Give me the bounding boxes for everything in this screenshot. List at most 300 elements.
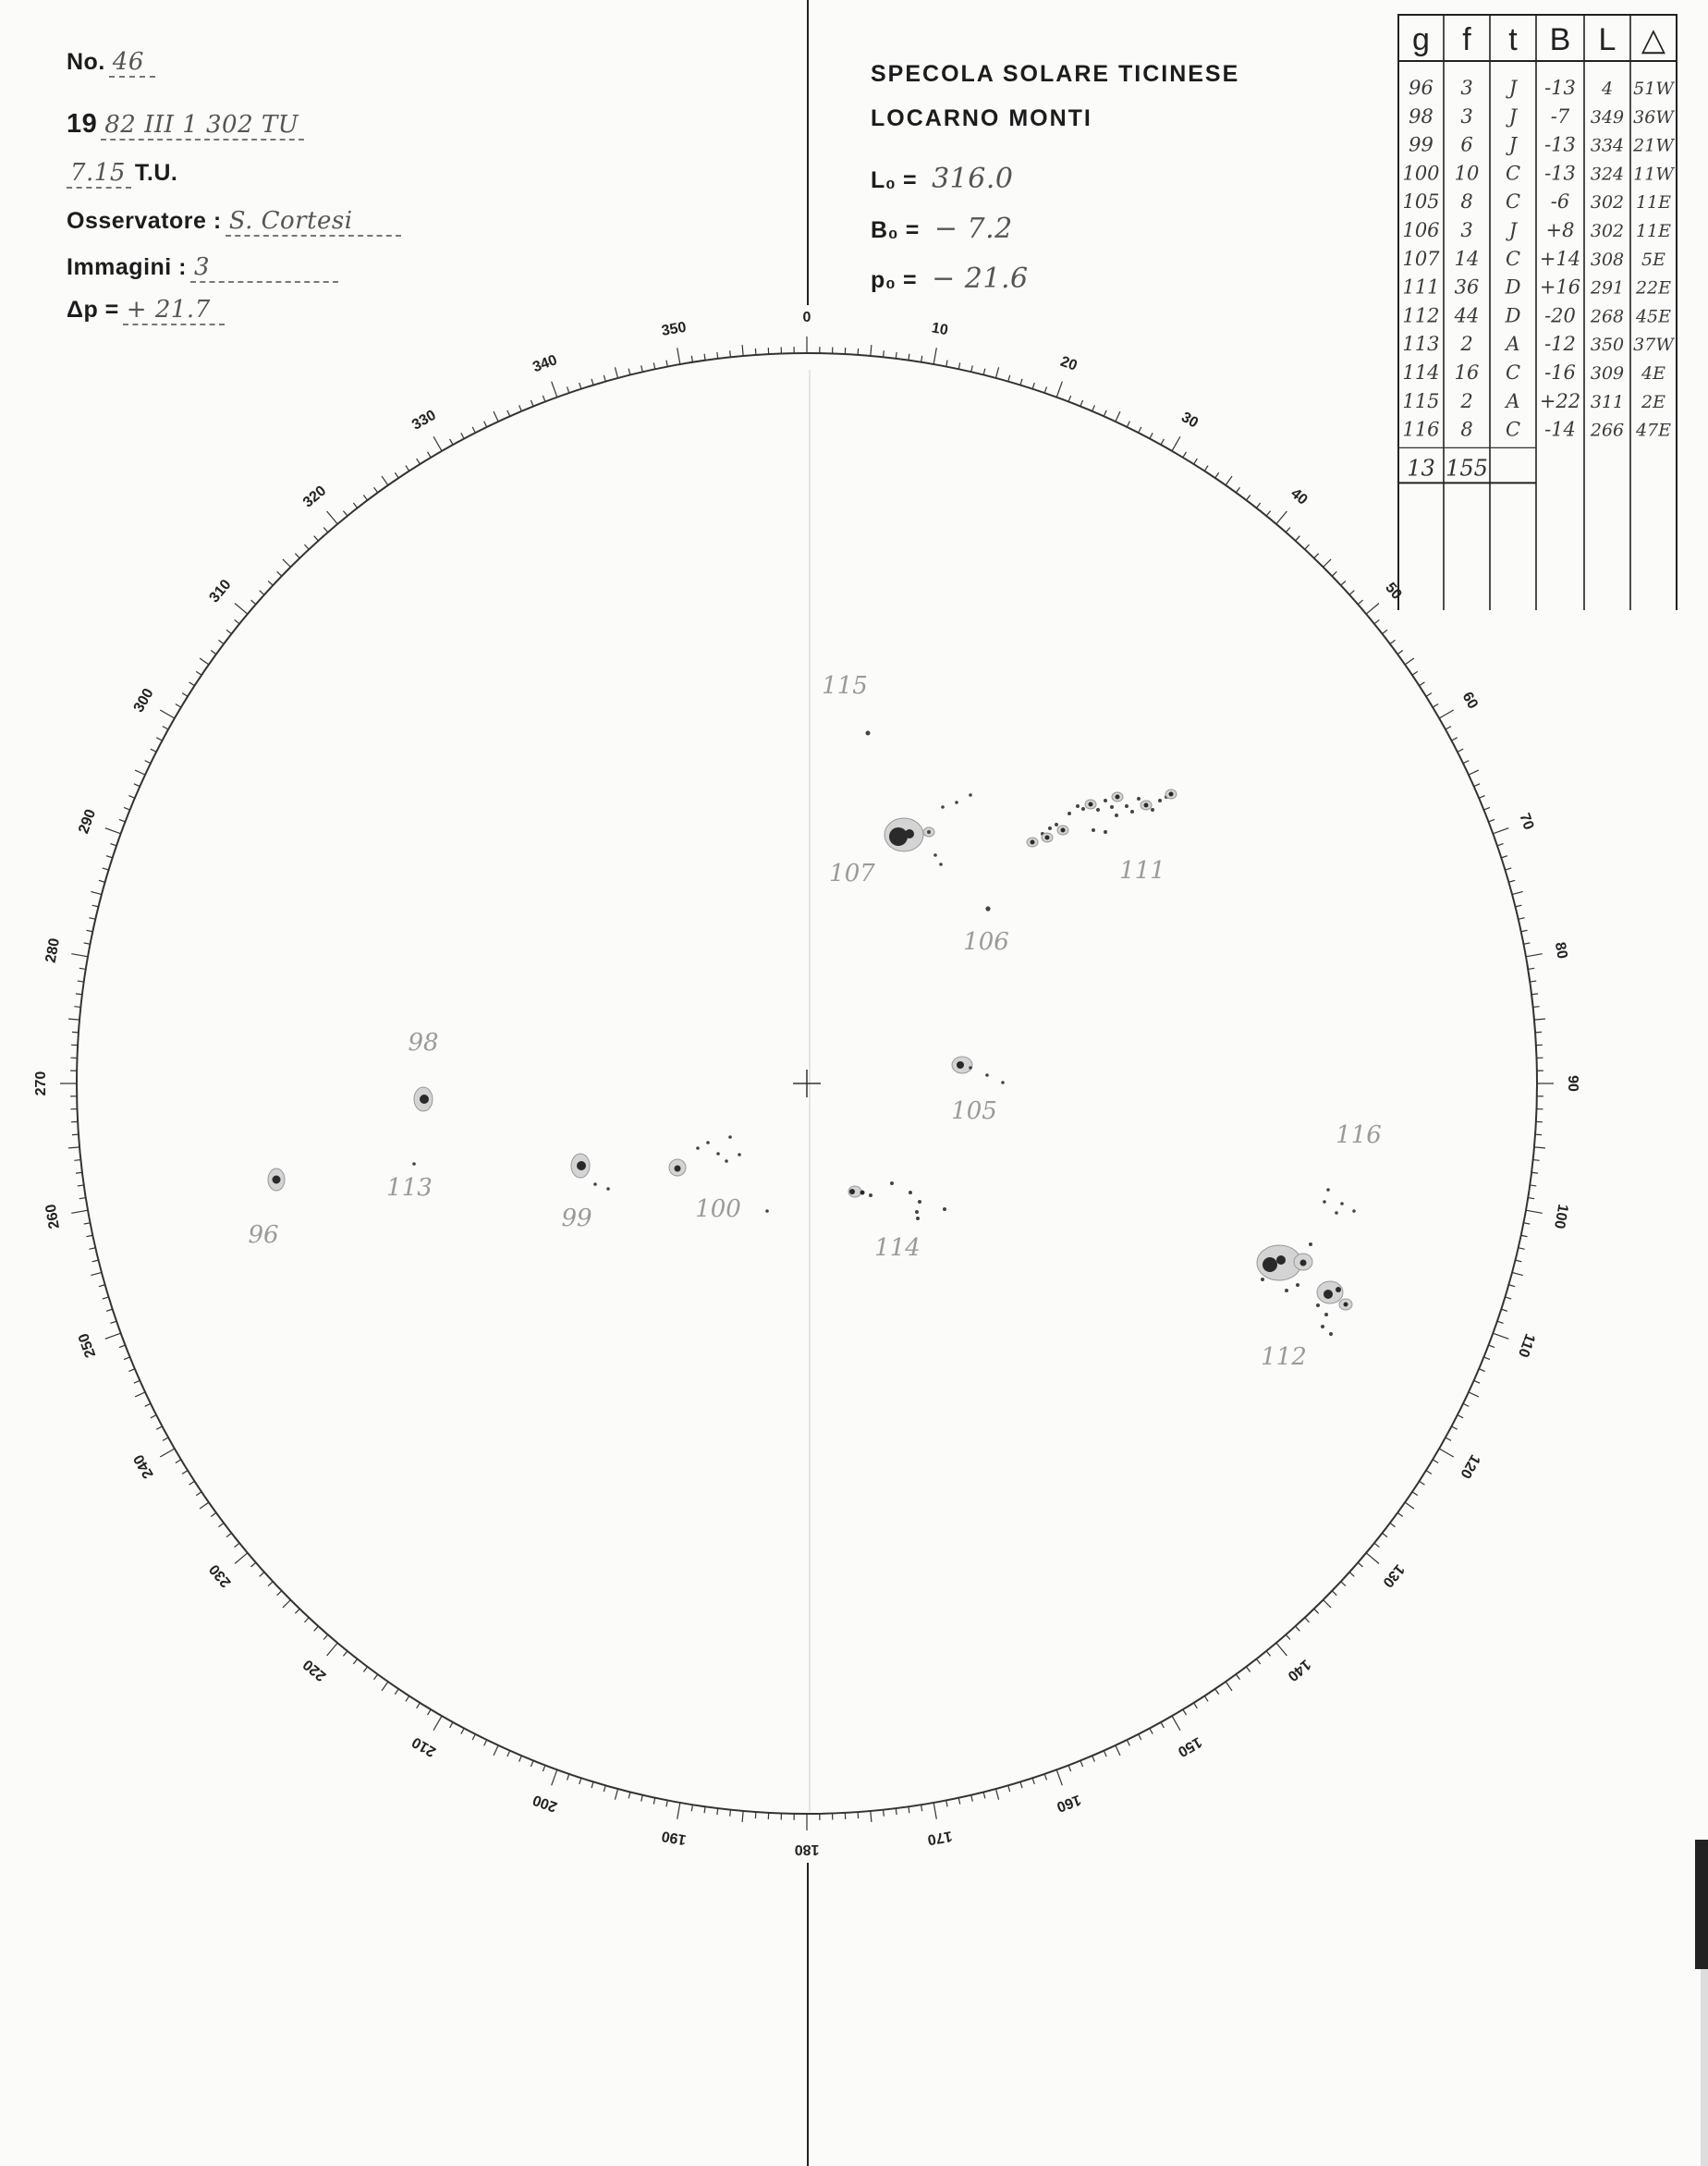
degree-tick xyxy=(1505,868,1511,870)
table-header-0: g xyxy=(1412,22,1430,57)
pore xyxy=(1340,1202,1344,1205)
degree-tick xyxy=(200,658,209,665)
degree-tick xyxy=(235,604,248,615)
umbra xyxy=(1300,1260,1307,1267)
table-cell: 309 xyxy=(1590,363,1625,384)
degree-tick xyxy=(1341,581,1346,585)
degree-label: 340 xyxy=(531,352,560,376)
degree-tick xyxy=(921,1805,922,1811)
degree-tick xyxy=(260,591,264,595)
degree-tick xyxy=(1366,604,1379,615)
table-cell: 308 xyxy=(1590,249,1625,270)
degree-tick xyxy=(1519,1248,1525,1250)
degree-tick xyxy=(160,1449,175,1457)
degree-tick xyxy=(531,1760,533,1766)
degree-tick xyxy=(1256,1659,1260,1665)
umbra xyxy=(860,1191,865,1195)
degree-tick xyxy=(119,819,126,822)
table-header-1: f xyxy=(1462,22,1471,57)
degree-tick xyxy=(89,918,95,920)
degree-tick xyxy=(235,619,239,623)
table-cell: 291 xyxy=(1590,277,1625,299)
degree-tick xyxy=(428,452,432,458)
pore xyxy=(1151,808,1154,812)
degree-tick xyxy=(730,350,731,357)
pore xyxy=(1323,1200,1326,1204)
degree-tick xyxy=(99,1285,105,1287)
degree-label: 130 xyxy=(1379,1560,1408,1591)
degree-tick xyxy=(218,1523,224,1526)
pore xyxy=(1104,830,1107,834)
table-cell: -14 xyxy=(1544,418,1576,441)
degree-tick xyxy=(1276,511,1287,524)
time-unit: T.U. xyxy=(134,160,178,186)
pore xyxy=(728,1135,732,1139)
degree-tick xyxy=(507,1751,510,1756)
degree-tick xyxy=(79,1198,86,1199)
degree-tick xyxy=(1314,554,1319,558)
degree-tick xyxy=(1439,1449,1454,1457)
degree-label: 60 xyxy=(1458,689,1482,712)
degree-tick xyxy=(1458,1415,1463,1418)
delta-p-label: Δp = xyxy=(67,297,119,323)
degree-tick xyxy=(742,1811,743,1822)
degree-tick xyxy=(382,476,388,485)
degree-tick xyxy=(1276,1643,1287,1656)
degree-tick xyxy=(105,828,121,834)
degree-label: 10 xyxy=(930,320,950,339)
degree-tick xyxy=(124,807,129,810)
degree-tick xyxy=(343,1651,347,1656)
table-cell: 112 xyxy=(1402,304,1440,327)
degree-tick xyxy=(1194,459,1198,464)
degree-tick xyxy=(552,382,557,398)
degree-tick xyxy=(1483,1357,1489,1360)
degree-tick xyxy=(1534,1147,1545,1148)
degree-tick xyxy=(484,1740,487,1745)
table-cell: 99 xyxy=(1409,133,1434,156)
degree-tick xyxy=(433,436,442,451)
degree-tick xyxy=(1104,1751,1106,1756)
degree-tick xyxy=(604,375,605,382)
degree-tick xyxy=(283,559,290,567)
l0-value: 316.0 xyxy=(932,163,1014,195)
pore xyxy=(1335,1211,1338,1215)
pore xyxy=(1055,823,1058,826)
table-total-0: 13 xyxy=(1407,455,1435,482)
table-cell: 98 xyxy=(1409,104,1434,128)
degree-tick xyxy=(946,1800,947,1806)
degree-tick xyxy=(353,503,357,508)
table-cell: 107 xyxy=(1402,247,1440,270)
degree-tick xyxy=(1139,1734,1141,1740)
degree-tick xyxy=(218,640,224,643)
record-number-label: No. xyxy=(67,49,105,75)
degree-tick xyxy=(128,796,134,799)
group-label-105: 105 xyxy=(951,1097,997,1125)
degree-tick xyxy=(1172,436,1180,451)
degree-tick xyxy=(1296,1626,1300,1631)
table-cell: C xyxy=(1505,418,1521,441)
degree-tick xyxy=(1519,918,1525,920)
degree-tick xyxy=(1056,1769,1062,1785)
degree-tick xyxy=(461,1729,464,1734)
pore xyxy=(738,1153,741,1156)
pore xyxy=(1137,797,1141,801)
degree-tick xyxy=(323,1634,328,1639)
degree-tick xyxy=(145,1403,151,1406)
images-value: 3 xyxy=(190,253,338,283)
degree-tick xyxy=(163,727,168,729)
degree-tick xyxy=(1383,630,1388,633)
degree-tick xyxy=(1366,1553,1379,1564)
degree-tick xyxy=(1390,640,1396,643)
degree-tick xyxy=(124,1357,129,1360)
degree-tick xyxy=(92,1260,99,1262)
table-cell: 113 xyxy=(1402,333,1440,356)
table-cell: 10 xyxy=(1454,162,1480,185)
table-cell: 44 xyxy=(1454,304,1480,327)
degree-tick xyxy=(363,495,367,500)
umbra xyxy=(1116,795,1120,800)
umbra xyxy=(577,1161,586,1170)
degree-tick xyxy=(106,856,113,858)
degree-tick xyxy=(1512,1272,1523,1275)
degree-tick xyxy=(1531,994,1538,995)
pore xyxy=(1110,805,1114,809)
degree-tick xyxy=(119,1345,126,1348)
p0-value: − 21.6 xyxy=(932,263,1029,295)
degree-tick xyxy=(519,1756,522,1761)
degree-tick xyxy=(1446,727,1451,729)
pore xyxy=(1324,1313,1328,1316)
degree-tick xyxy=(1172,1716,1180,1731)
pore xyxy=(985,1073,989,1077)
pore xyxy=(1048,826,1052,830)
degree-label: 260 xyxy=(43,1203,64,1230)
degree-tick xyxy=(461,433,464,438)
pore xyxy=(1309,1242,1312,1246)
degree-tick xyxy=(1020,1781,1022,1788)
degree-tick xyxy=(1236,1674,1239,1680)
degree-tick xyxy=(89,1248,95,1250)
degree-tick xyxy=(1183,1709,1187,1715)
degree-tick xyxy=(1104,410,1106,416)
degree-label: 190 xyxy=(660,1827,688,1848)
group-label-107: 107 xyxy=(829,860,875,887)
degree-tick xyxy=(1080,1760,1083,1766)
degree-tick xyxy=(163,1438,168,1440)
degree-tick xyxy=(1266,511,1270,516)
degree-tick xyxy=(103,1297,109,1299)
table-cell: +14 xyxy=(1539,247,1581,270)
degree-tick xyxy=(176,1460,181,1463)
degree-tick xyxy=(395,472,398,478)
table-cell: +8 xyxy=(1545,219,1575,241)
degree-tick xyxy=(1056,382,1062,398)
table-cell: J xyxy=(1508,219,1518,241)
pore xyxy=(1321,1325,1324,1328)
degree-label: 310 xyxy=(206,576,235,606)
umbra xyxy=(1045,836,1050,840)
table-cell: J xyxy=(1508,104,1518,128)
delta-p-value: + 21.7 xyxy=(123,296,225,325)
table-cell: 37W xyxy=(1633,335,1674,356)
degree-label: 350 xyxy=(660,319,688,340)
degree-tick xyxy=(1479,1369,1484,1372)
degree-tick xyxy=(156,1426,162,1429)
degree-label: 160 xyxy=(1054,1791,1083,1815)
group-label-115: 115 xyxy=(822,672,868,700)
degree-tick xyxy=(1150,1729,1153,1734)
degree-tick xyxy=(494,411,498,422)
pore xyxy=(725,1159,728,1163)
pore xyxy=(1352,1209,1356,1213)
degree-tick xyxy=(1501,856,1507,858)
degree-label: 40 xyxy=(1287,485,1311,508)
degree-tick xyxy=(151,1415,156,1418)
pore xyxy=(866,731,871,736)
table-cell: -16 xyxy=(1544,361,1576,384)
degree-tick xyxy=(135,770,145,775)
degree-tick xyxy=(1332,1591,1336,1596)
pore xyxy=(1158,799,1162,802)
group-label-112: 112 xyxy=(1261,1343,1307,1371)
pore xyxy=(1130,810,1134,814)
table-cell: A xyxy=(1506,389,1520,412)
degree-tick xyxy=(110,844,116,846)
degree-tick xyxy=(958,362,959,369)
group-label-98: 98 xyxy=(408,1029,439,1057)
degree-label: 210 xyxy=(409,1733,439,1760)
date-value: 82 III 1 302 TU xyxy=(101,111,304,141)
degree-tick xyxy=(1324,1600,1331,1608)
degree-tick xyxy=(304,545,309,549)
degree-tick xyxy=(295,554,299,558)
degree-label: 80 xyxy=(1551,940,1570,961)
degree-tick xyxy=(417,1703,421,1708)
group-label-96: 96 xyxy=(248,1221,279,1249)
degree-label: 300 xyxy=(130,686,157,716)
table-cell: 8 xyxy=(1460,190,1473,214)
degree-tick xyxy=(1508,880,1515,882)
degree-tick xyxy=(983,1793,985,1799)
degree-tick xyxy=(268,581,273,585)
degree-tick xyxy=(1256,503,1260,508)
degree-tick xyxy=(160,710,175,718)
table-header-2: t xyxy=(1508,22,1518,57)
degree-tick xyxy=(1349,591,1354,595)
degree-tick xyxy=(250,600,255,605)
degree-tick xyxy=(1068,396,1071,402)
degree-tick xyxy=(283,1600,290,1608)
degree-tick xyxy=(921,356,922,362)
degree-tick xyxy=(1479,796,1484,799)
degree-tick xyxy=(374,487,378,493)
table-cell: 36 xyxy=(1454,275,1480,299)
record-number-value: 46 xyxy=(109,48,155,78)
degree-tick xyxy=(552,1769,557,1785)
umbra xyxy=(1276,1255,1286,1265)
degree-tick xyxy=(871,345,872,356)
degree-tick xyxy=(353,1659,357,1665)
table-cell: 349 xyxy=(1590,106,1625,128)
umbra xyxy=(1344,1303,1348,1307)
degree-tick xyxy=(1521,930,1528,931)
degree-tick xyxy=(615,367,617,378)
table-cell: J xyxy=(1508,77,1518,99)
degree-tick xyxy=(1374,619,1379,623)
group-label-100: 100 xyxy=(695,1195,741,1223)
degree-tick xyxy=(76,1172,82,1173)
pore xyxy=(985,906,990,911)
degree-tick xyxy=(1501,1309,1507,1311)
table-cell: 2 xyxy=(1460,333,1473,356)
pore xyxy=(593,1182,597,1186)
degree-tick xyxy=(200,1502,209,1509)
degree-tick xyxy=(1397,651,1403,655)
group-labels xyxy=(248,672,1381,1371)
degree-tick xyxy=(395,1689,398,1695)
pore xyxy=(916,1217,920,1220)
degree-tick xyxy=(1526,1210,1543,1213)
table-cell: 8 xyxy=(1460,418,1473,441)
degree-tick xyxy=(343,511,347,516)
pore xyxy=(918,1200,921,1204)
degree-tick xyxy=(235,1543,239,1547)
degree-label: 330 xyxy=(409,407,439,434)
degree-tick xyxy=(1412,1492,1418,1496)
degree-tick xyxy=(1508,1285,1515,1287)
degree-label: 30 xyxy=(1178,409,1202,432)
table-cell: 14 xyxy=(1454,247,1480,270)
degree-tick xyxy=(896,352,897,359)
degree-tick xyxy=(1516,905,1522,907)
table-cell: 100 xyxy=(1402,162,1440,185)
degree-tick xyxy=(1374,1543,1379,1547)
table-cell: +16 xyxy=(1539,275,1581,299)
degree-tick xyxy=(1523,1223,1530,1224)
table-header-3: B xyxy=(1549,22,1571,57)
degree-tick xyxy=(615,1789,617,1800)
time-value: 7.15 xyxy=(67,159,131,189)
pore xyxy=(1115,814,1118,817)
degree-tick xyxy=(1226,1682,1232,1691)
degree-tick xyxy=(677,348,680,364)
degree-tick xyxy=(1412,671,1418,675)
table-cell: 96 xyxy=(1409,77,1434,99)
sunspot-table xyxy=(1398,15,1677,610)
degree-tick xyxy=(1497,1321,1504,1323)
table-cell: 6 xyxy=(1460,133,1473,156)
degree-tick xyxy=(519,405,522,410)
group-label-106: 106 xyxy=(963,928,1009,956)
degree-tick xyxy=(196,1492,201,1496)
table-cell: 106 xyxy=(1402,219,1440,241)
degree-tick xyxy=(1204,1696,1208,1702)
degree-tick xyxy=(196,671,201,675)
degree-tick xyxy=(277,571,282,576)
table-cell: 11W xyxy=(1633,164,1674,185)
degree-tick xyxy=(1341,1582,1346,1586)
degree-tick xyxy=(182,693,188,697)
degree-tick xyxy=(1521,1235,1528,1236)
pore xyxy=(1285,1289,1288,1292)
observatory-location: LOCARNO MONTI xyxy=(871,105,1092,131)
degree-tick xyxy=(1358,1562,1362,1567)
degree-tick xyxy=(1469,1392,1479,1397)
degree-tick xyxy=(1044,1774,1046,1781)
degree-tick xyxy=(450,1722,453,1728)
degree-label: 220 xyxy=(299,1656,330,1684)
degree-tick xyxy=(1446,1438,1451,1440)
degree-tick xyxy=(653,1798,654,1805)
degree-tick xyxy=(1246,1667,1250,1672)
degree-tick xyxy=(84,1223,91,1224)
degree-tick xyxy=(628,369,630,375)
table-cell: 266 xyxy=(1590,420,1625,441)
degree-label: 20 xyxy=(1058,353,1080,374)
degree-tick xyxy=(450,439,453,445)
degree-label: 180 xyxy=(794,1841,820,1857)
degree-tick xyxy=(363,1667,367,1672)
degree-label: 70 xyxy=(1516,811,1537,832)
degree-tick xyxy=(91,1272,102,1275)
degree-tick xyxy=(1463,1403,1469,1406)
degree-label: 250 xyxy=(76,1330,100,1360)
pore xyxy=(969,1066,972,1070)
umbra xyxy=(905,829,914,838)
degree-tick xyxy=(323,527,328,532)
pore xyxy=(890,1181,894,1185)
table-cell: 3 xyxy=(1460,219,1473,241)
table-cell: 4E xyxy=(1641,363,1665,384)
degree-tick xyxy=(250,1562,255,1567)
degree-tick xyxy=(1426,1471,1432,1475)
pore xyxy=(706,1141,710,1144)
degree-tick xyxy=(1530,981,1536,982)
degree-tick xyxy=(1474,1380,1480,1383)
table-cell: D xyxy=(1505,275,1521,299)
pore xyxy=(765,1209,769,1213)
degree-tick xyxy=(1530,1185,1536,1186)
degree-tick xyxy=(1433,1460,1438,1463)
table-cell: -13 xyxy=(1544,77,1576,99)
degree-tick xyxy=(103,868,109,870)
degree-tick xyxy=(1390,1523,1396,1526)
degree-tick xyxy=(666,361,667,367)
umbra xyxy=(1263,1257,1277,1272)
degree-tick xyxy=(176,704,181,708)
degree-tick xyxy=(134,1380,140,1383)
pore xyxy=(943,1207,946,1211)
table-cell: -13 xyxy=(1544,133,1576,156)
degree-tick xyxy=(1246,495,1250,500)
observer-value: S. Cortesi xyxy=(226,207,401,237)
degree-tick xyxy=(1020,379,1022,385)
degree-tick xyxy=(226,1533,232,1536)
degree-tick xyxy=(1296,536,1300,541)
b0-label: B₀ = xyxy=(871,217,920,243)
degree-tick xyxy=(628,1793,630,1799)
degree-tick xyxy=(1533,1160,1540,1161)
table-total-1: 155 xyxy=(1446,455,1488,482)
degree-tick xyxy=(641,1795,643,1802)
degree-tick xyxy=(182,1471,188,1475)
degree-tick xyxy=(1458,749,1463,752)
degree-tick xyxy=(145,761,151,764)
degree-tick xyxy=(1405,658,1414,665)
